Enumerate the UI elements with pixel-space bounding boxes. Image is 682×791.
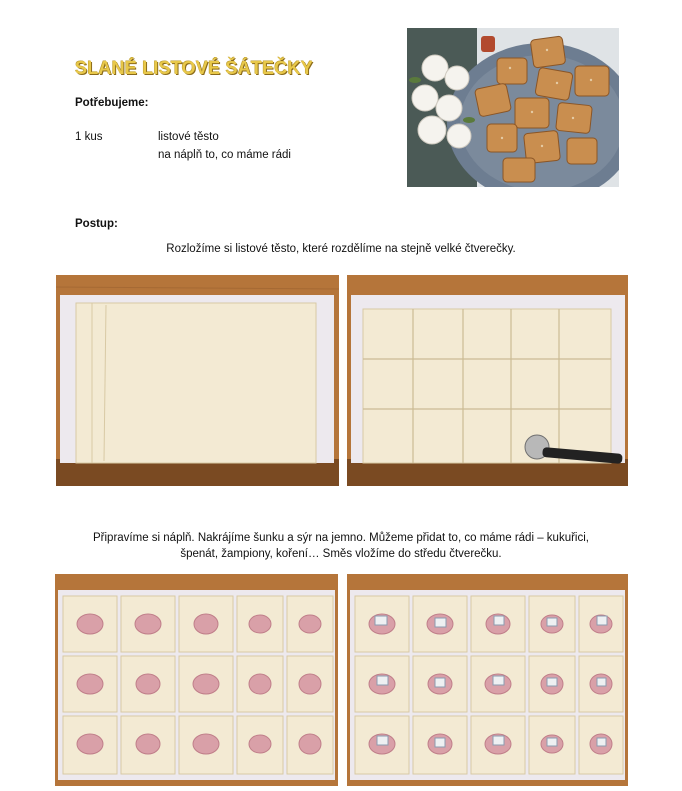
ingredients-heading: Potřebujeme: xyxy=(75,97,149,109)
ham-filling-photo xyxy=(55,574,338,786)
step-2-text-cont: špenát, žampiony, koření… Směs vložíme do středu čtverečku. xyxy=(180,548,502,560)
cut-dough-photo xyxy=(347,275,628,486)
ingredient-item: listové těsto xyxy=(158,131,219,143)
rolled-dough-photo xyxy=(56,275,339,486)
step-2-text: Připravíme si náplň. Nakrájíme šunku a sýr na jemno. Můžeme přidat to, co máme rádi – kukuřici, xyxy=(93,532,589,544)
method-heading: Postup: xyxy=(75,218,118,230)
step-1-text: Rozložíme si listové těsto, které rozdělíme na stejně velké čtverečky. xyxy=(166,243,516,255)
cheese-filling-photo xyxy=(347,574,628,786)
finished-pastries-photo xyxy=(407,28,619,187)
ingredient-item: na náplň to, co máme rádi xyxy=(158,149,291,161)
recipe-title: SLANÉ LISTOVÉ ŠÁTEČKY xyxy=(75,58,313,78)
ingredient-qty: 1 kus xyxy=(75,131,103,143)
